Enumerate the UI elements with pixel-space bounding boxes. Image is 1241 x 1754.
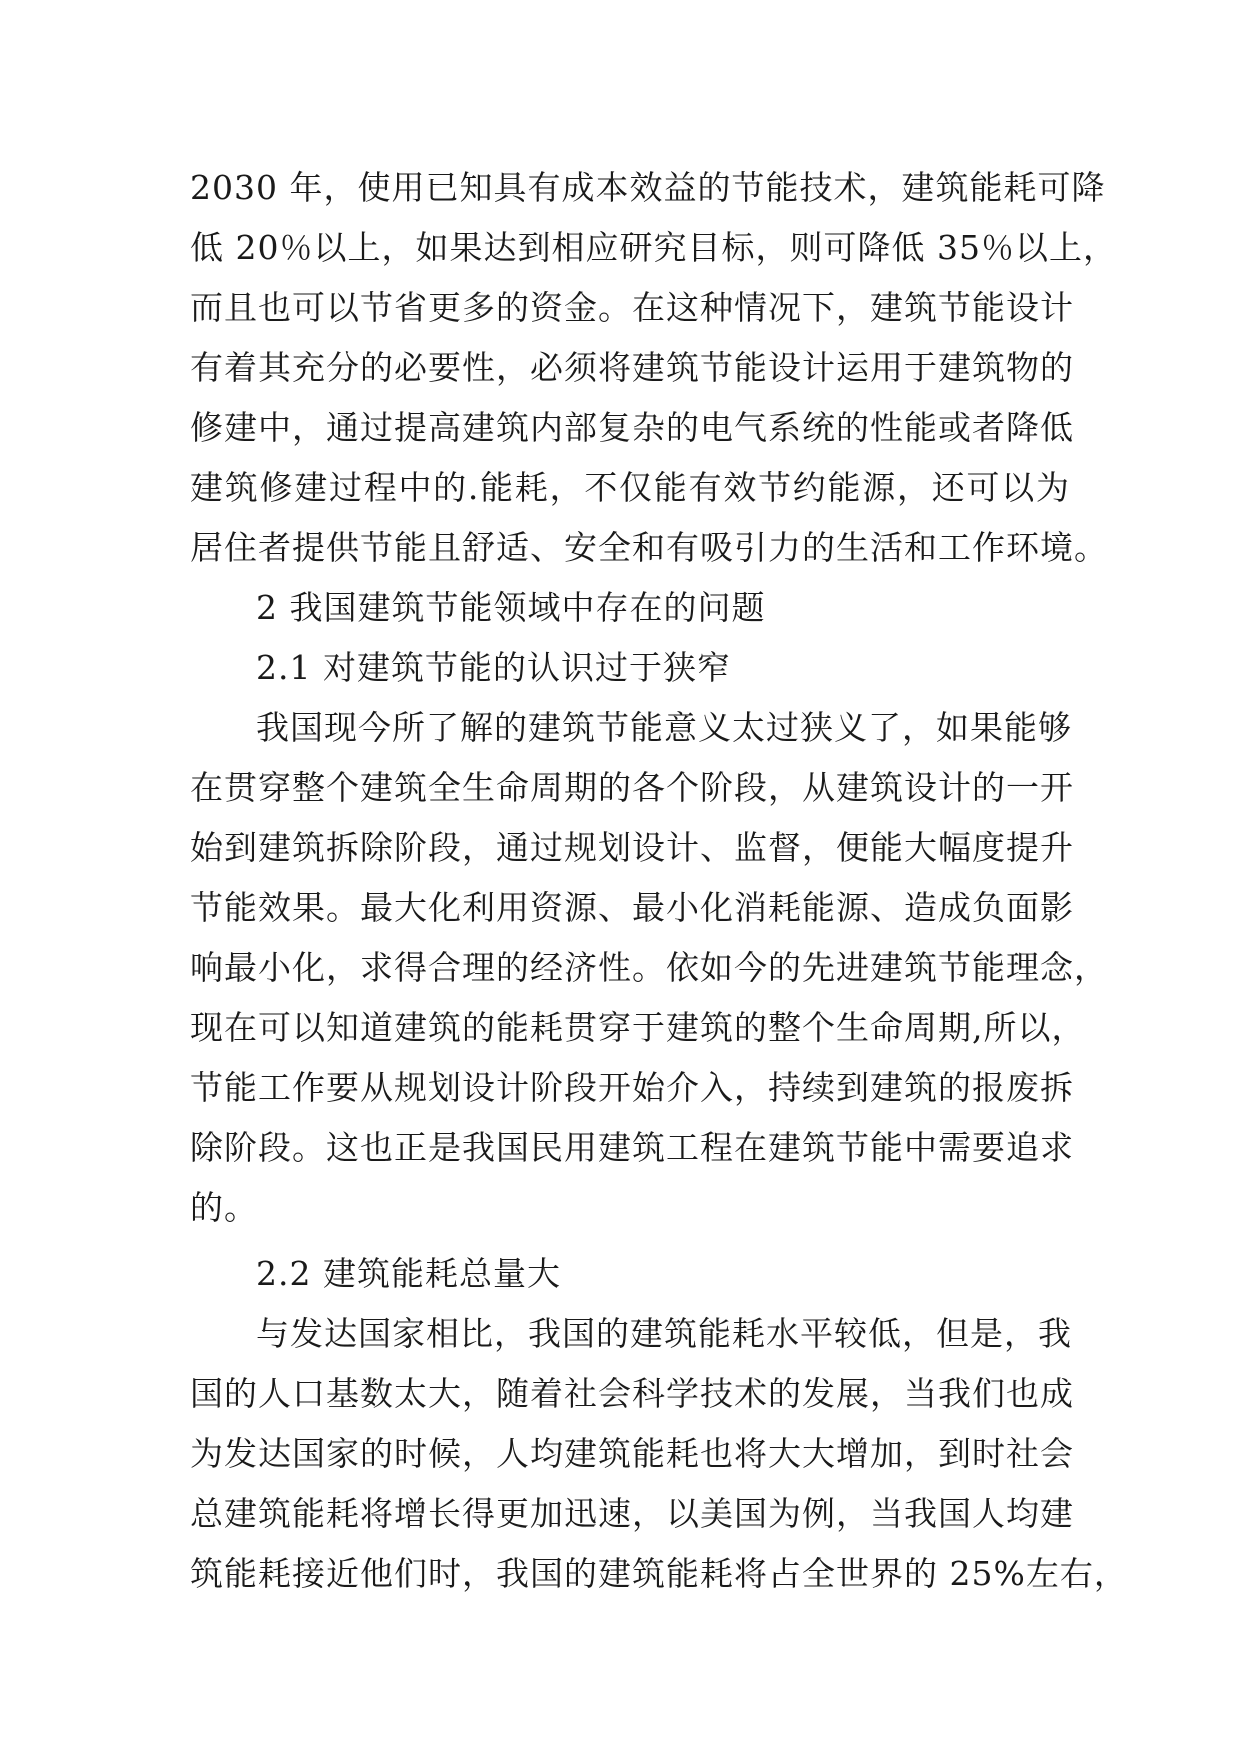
paragraph-line: 节能工作要从规划设计阶段开始介入，持续到建筑的报废拆	[190, 1068, 1074, 1107]
paragraph-line: 建筑修建过程中的.能耗，不仅能有效节约能源，还可以为	[190, 468, 1070, 507]
paragraph-line: 始到建筑拆除阶段，通过规划设计、监督，便能大幅度提升	[190, 828, 1074, 867]
paragraph-line: 而且也可以节省更多的资金。在这种情况下，建筑节能设计	[190, 288, 1074, 327]
subsection-heading: 2.1 对建筑节能的认识过于狭窄	[256, 648, 731, 687]
paragraph-line: 与发达国家相比，我国的建筑能耗水平较低，但是，我	[256, 1314, 1072, 1353]
subsection-heading: 2.2 建筑能耗总量大	[256, 1254, 561, 1293]
paragraph-line: 筑能耗接近他们时，我国的建筑能耗将占全世界的 25%左右，	[190, 1554, 1128, 1593]
paragraph-line: 有着其充分的必要性，必须将建筑节能设计运用于建筑物的	[190, 348, 1074, 387]
paragraph-line: 的。	[190, 1188, 258, 1227]
paragraph-line: 节能效果。最大化利用资源、最小化消耗能源、造成负面影	[190, 888, 1074, 927]
paragraph-line: 修建中，通过提高建筑内部复杂的电气系统的性能或者降低	[190, 408, 1074, 447]
paragraph-line: 在贯穿整个建筑全生命周期的各个阶段，从建筑设计的一开	[190, 768, 1074, 807]
section-heading: 2 我国建筑节能领域中存在的问题	[256, 588, 766, 627]
paragraph-line: 除阶段。这也正是我国民用建筑工程在建筑节能中需要追求	[190, 1128, 1074, 1167]
paragraph-line: 总建筑能耗将增长得更加迅速，以美国为例，当我国人均建	[190, 1494, 1074, 1533]
paragraph-line: 国的人口基数太大，随着社会科学技术的发展，当我们也成	[190, 1374, 1074, 1413]
paragraph-line: 2030 年，使用已知具有成本效益的节能技术，建筑能耗可降	[190, 168, 1106, 207]
paragraph-line: 低 20％以上，如果达到相应研究目标，则可降低 35％以上，	[190, 228, 1117, 267]
paragraph-line: 我国现今所了解的建筑节能意义太过狭义了，如果能够	[256, 708, 1072, 747]
paragraph-line: 居住者提供节能且舒适、安全和有吸引力的生活和工作环境。	[190, 528, 1108, 567]
paragraph-line: 为发达国家的时候，人均建筑能耗也将大大增加，到时社会	[190, 1434, 1074, 1473]
paragraph-line: 响最小化，求得合理的经济性。依如今的先进建筑节能理念，	[190, 948, 1108, 987]
paragraph-line: 现在可以知道建筑的能耗贯穿于建筑的整个生命周期,所以，	[190, 1008, 1086, 1047]
body-text	[190, 158, 1128, 1604]
